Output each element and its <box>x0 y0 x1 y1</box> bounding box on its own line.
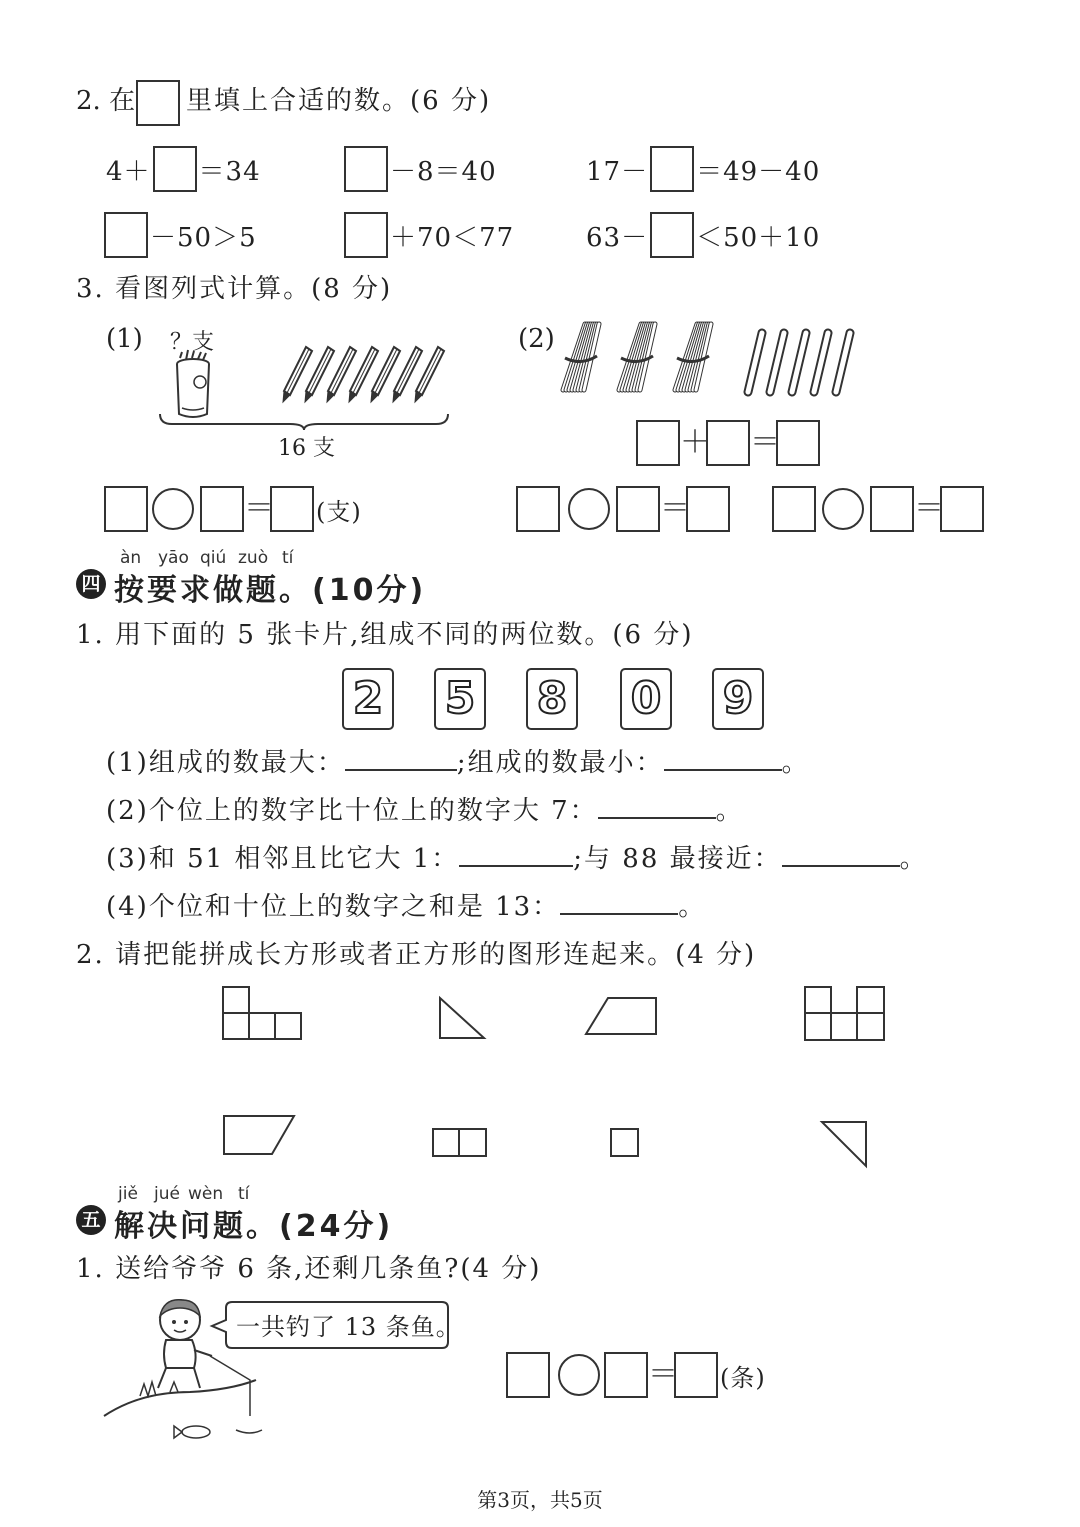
q2-eq-6-left: 63－ <box>586 222 649 253</box>
q3-p1-box-2[interactable] <box>200 486 244 532</box>
q2-eq-6-right: ＜50＋10 <box>696 222 821 253</box>
sec4-q1-title: 1. 用下面的 5 张卡片,组成不同的两位数。(6 分) <box>76 620 694 650</box>
q2-eq-3 <box>584 146 822 192</box>
sub4-blank[interactable] <box>560 891 678 915</box>
sub3-end: 。 <box>899 844 928 874</box>
q3-p2a-equals: ＝ <box>660 491 690 526</box>
shape-parallelogram-bottom[interactable] <box>222 1114 296 1156</box>
total-brace <box>158 412 450 432</box>
pen-cup-illustration <box>170 350 220 420</box>
q3-p2a-operator-circle[interactable] <box>568 488 610 530</box>
card-digit-2: 2 <box>352 673 384 724</box>
shape-five-squares[interactable] <box>804 986 886 1042</box>
q2-eq-5 <box>344 212 516 258</box>
sec4-pinyin-1: àn <box>120 548 142 568</box>
q3-p2-top-box-3[interactable] <box>776 420 820 466</box>
q3-p2b-equals: ＝ <box>914 491 944 526</box>
sec4-title: 按要求做题。(10分) <box>114 573 427 608</box>
sec5-equals: ＝ <box>648 1357 678 1392</box>
q3-part2-equation-b <box>772 486 984 532</box>
single-stick-icon <box>836 333 850 392</box>
q2-eq-2 <box>344 146 499 192</box>
sub1-end: 。 <box>781 748 810 778</box>
q2-eq-4-box[interactable] <box>104 212 148 258</box>
q2-eq-3-left: 17－ <box>586 156 649 187</box>
q2-eq-2-right: －8＝40 <box>390 156 497 187</box>
sec4-pinyin-4: zuò <box>238 548 269 568</box>
sec5-q1-title: 1. 送给爷爷 6 条,还剩几条鱼?(4 分) <box>76 1254 542 1284</box>
q2-eq-2-box[interactable] <box>344 146 388 192</box>
sub4-text: (4)个位和十位上的数字之和是 13： <box>106 892 561 922</box>
sec4-sub2 <box>106 794 744 828</box>
q3-part1-equation <box>104 486 364 532</box>
q3-part2-label: (2) <box>518 324 555 354</box>
sec4-pinyin-2: yāo <box>158 548 189 568</box>
sub3-blank-2[interactable] <box>782 843 900 867</box>
shape-right-triangle[interactable] <box>438 996 486 1040</box>
q3-p2b-box-3[interactable] <box>940 486 984 532</box>
sec5-operator-circle[interactable] <box>558 1354 600 1396</box>
q3-p2-top-box-1[interactable] <box>636 420 680 466</box>
number-card-0 <box>620 668 672 730</box>
q2-before: 在 <box>109 86 136 116</box>
shape-l-tromino[interactable] <box>222 986 302 1040</box>
sub3-blank-1[interactable] <box>459 843 573 867</box>
sub3-text-b: ;与 88 最接近： <box>573 844 782 874</box>
stick-bundle-icon <box>563 324 599 390</box>
number-card-9 <box>712 668 764 730</box>
q2-eq-4-right: －50＞5 <box>150 222 257 253</box>
shape-domino[interactable] <box>432 1128 488 1158</box>
q3-p1-operator-circle[interactable] <box>152 488 194 530</box>
q3-p2a-box-2[interactable] <box>616 486 660 532</box>
q3-p1-box-1[interactable] <box>104 486 148 532</box>
sec5-pinyin-1: jiě <box>118 1184 138 1204</box>
single-stick-icon <box>792 333 806 392</box>
page-footer: 第3页，共5页 <box>477 1488 603 1512</box>
q2-instruction: 里填上合适的数。(6 分) <box>186 86 492 116</box>
q2-eq-1 <box>104 146 263 192</box>
sub2-blank[interactable] <box>598 795 716 819</box>
q2-eq-1-right: ＝34 <box>198 156 261 187</box>
sec4-badge: 四 <box>76 569 106 599</box>
sub1-text-a: (1)组成的数最大： <box>106 748 345 778</box>
sec5-badge: 五 <box>76 1205 106 1235</box>
sec5-pinyin-2: jué <box>154 1184 180 1204</box>
stick-bundle-icon <box>675 324 711 390</box>
q2-eq-6-box[interactable] <box>650 212 694 258</box>
sub2-text: (2)个位上的数字比十位上的数字大 7： <box>106 796 598 826</box>
sec5-box-1[interactable] <box>506 1352 550 1398</box>
sub2-end: 。 <box>715 796 744 826</box>
shape-small-square[interactable] <box>610 1128 640 1158</box>
sub4-end: 。 <box>678 892 707 922</box>
sec5-title: 解决问题。(24分) <box>114 1209 394 1244</box>
sec4-pinyin-5: tí <box>282 548 294 568</box>
sec4-q2-title: 2. 请把能拼成长方形或者正方形的图形连起来。(4 分) <box>76 940 757 970</box>
sub3-text-a: (3)和 51 相邻且比它大 1： <box>106 844 460 874</box>
card-digit-9: 9 <box>722 673 754 724</box>
q3-p2b-box-2[interactable] <box>870 486 914 532</box>
card-digit-8: 8 <box>536 673 568 724</box>
speech-text: 一共钓了 13 条鱼。 <box>236 1313 461 1341</box>
q3-p1-equals: ＝ <box>244 491 274 526</box>
sec4-sub3 <box>106 842 928 876</box>
q2-heading <box>76 84 135 118</box>
q3-p2a-box-3[interactable] <box>686 486 730 532</box>
q3-p1-unit: (支) <box>316 497 362 526</box>
sub1-text-b: ;组成的数最小： <box>456 748 664 778</box>
card-digit-5: 5 <box>444 673 476 724</box>
q2-eq-3-box[interactable] <box>650 146 694 192</box>
q2-eq-3-right: ＝49－40 <box>696 156 821 187</box>
sec5-box-3[interactable] <box>674 1352 718 1398</box>
number-card-5 <box>434 668 486 730</box>
q2-eq-5-right: ＋70＜77 <box>390 222 515 253</box>
single-stick-icon <box>748 333 762 392</box>
sec4-pinyin-3: qiú <box>200 548 227 568</box>
q3-p2-plus: ＋ <box>680 425 710 460</box>
q2-eq-1-box[interactable] <box>153 146 197 192</box>
q3-part2-equation-top <box>636 420 820 466</box>
q3-p2a-box-1[interactable] <box>516 486 560 532</box>
shape-triangle-bottom-right[interactable] <box>820 1120 868 1168</box>
sec4-sub4 <box>106 890 706 924</box>
single-sticks-illustration <box>742 330 862 396</box>
sub1-blank-min[interactable] <box>664 747 782 771</box>
pencils-illustration <box>280 345 450 405</box>
number-card-2 <box>342 668 394 730</box>
sec5-unit: (条) <box>720 1363 766 1392</box>
q2-eq-6 <box>584 212 822 258</box>
q3-p2b-box-1[interactable] <box>772 486 816 532</box>
sub1-blank-max[interactable] <box>345 747 457 771</box>
card-digit-0: 0 <box>630 673 662 724</box>
sec5-q1-equation <box>506 1352 768 1398</box>
single-stick-icon <box>814 333 828 392</box>
sec5-box-2[interactable] <box>604 1352 648 1398</box>
q3-title: 3. 看图列式计算。(8 分) <box>76 274 393 304</box>
q2-eq-1-left: 4＋ <box>106 156 151 187</box>
sec5-pinyin-4: tí <box>238 1184 250 1204</box>
q3-part1-label: (1) <box>106 324 143 354</box>
q2-number: 2. <box>76 86 101 116</box>
q3-p1-box-3[interactable] <box>270 486 314 532</box>
q2-eq-5-box[interactable] <box>344 212 388 258</box>
q3-part1-question: ？支 <box>170 330 215 355</box>
sec4-sub1 <box>106 746 810 780</box>
number-card-8 <box>526 668 578 730</box>
single-stick-icon <box>770 333 784 392</box>
q3-part1-total: 16 支 <box>278 436 335 461</box>
q3-p2-top-box-2[interactable] <box>706 420 750 466</box>
q3-part2-equation-a <box>516 486 730 532</box>
stick-bundles-illustration <box>555 322 725 398</box>
q3-p2-top-equals: ＝ <box>750 425 780 460</box>
stick-bundle-icon <box>619 324 655 390</box>
sec5-pinyin-3: wèn <box>188 1184 224 1204</box>
shape-parallelogram-top[interactable] <box>584 996 658 1036</box>
q2-example-box <box>136 80 180 126</box>
q3-p2b-operator-circle[interactable] <box>822 488 864 530</box>
q2-eq-4 <box>104 212 259 258</box>
